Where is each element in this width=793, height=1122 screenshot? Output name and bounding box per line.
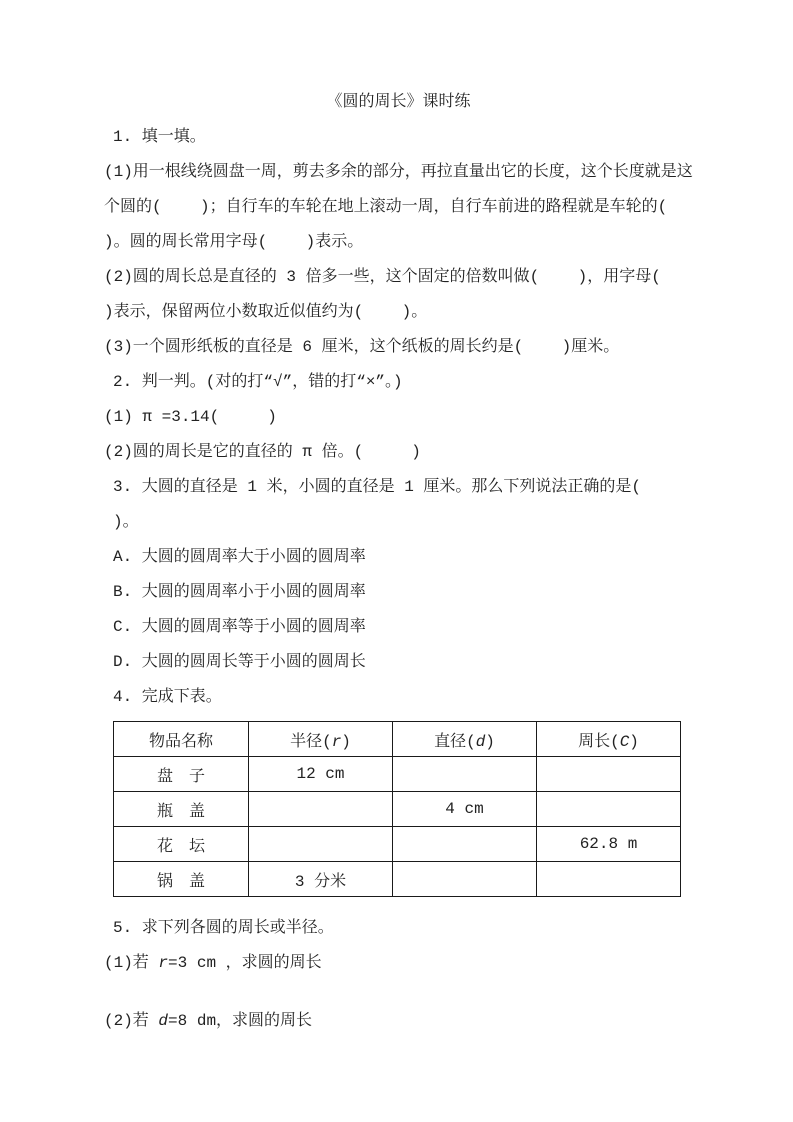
- header-text: 直径(: [434, 732, 476, 751]
- question-3-option-d: D. 大圆的圆周长等于小圆的圆周长: [113, 653, 366, 671]
- cell-radius: 3 分米: [249, 862, 393, 897]
- question-5-heading: 5. 求下列各圆的周长或半径。: [113, 919, 334, 937]
- cell-diameter: [393, 827, 537, 862]
- cell-item-name: 花 坛: [114, 827, 249, 862]
- table-header-radius: [249, 722, 393, 757]
- table-row: [114, 757, 681, 792]
- cell-diameter: 4 cm: [393, 792, 537, 827]
- cell-circumference: [537, 862, 681, 897]
- cell-circumference: [537, 757, 681, 792]
- table-row: [114, 792, 681, 827]
- header-variable: C: [619, 732, 630, 751]
- header-text: ): [485, 732, 495, 751]
- table-row: [114, 827, 681, 862]
- question-3-option-a: A. 大圆的圆周率大于小圆的圆周率: [113, 548, 366, 566]
- item-text: =3 cm ，求圆的周长: [168, 954, 322, 972]
- table-header-row: [114, 722, 681, 757]
- fill-in-table: [113, 721, 681, 897]
- cell-diameter: [393, 862, 537, 897]
- header-text: 物品名称: [148, 732, 213, 751]
- header-text: 半径(: [290, 732, 332, 751]
- table-header-diameter: [393, 722, 537, 757]
- question-1-heading: 1. 填一填。: [113, 128, 206, 146]
- cell-radius: 12 cm: [249, 757, 393, 792]
- question-2-item-1: (1) π =3.14( ): [104, 408, 277, 426]
- cell-circumference: 62.8 m: [537, 827, 681, 862]
- question-3-option-b: B. 大圆的圆周率小于小圆的圆周率: [113, 583, 366, 601]
- item-text: =8 dm，求圆的周长: [168, 1012, 313, 1030]
- header-variable: r: [331, 732, 342, 751]
- question-3-option-c: C. 大圆的圆周率等于小圆的圆周率: [113, 618, 366, 636]
- item-text: (1)若: [104, 954, 159, 972]
- question-5-item-2: [104, 1004, 693, 1039]
- cell-diameter: [393, 757, 537, 792]
- question-1-item-2: (2)圆的周长总是直径的 3 倍多一些，这个固定的倍数叫做( )，用字母( )表示，保留两位小数取近似值约为( )。: [104, 268, 700, 321]
- cell-radius: [249, 827, 393, 862]
- table-row: [114, 862, 681, 897]
- cell-item-name: 盘 子: [114, 757, 249, 792]
- question-4-heading: 4. 完成下表。: [113, 688, 222, 706]
- page-title: 《圆的周长》课时练: [326, 93, 471, 111]
- cell-item-name: 锅 盖: [114, 862, 249, 897]
- cell-radius: [249, 792, 393, 827]
- question-1-item-3: (3)一个圆形纸板的直径是 6 厘米，这个纸板的周长约是( )厘米。: [104, 338, 620, 356]
- header-text: ): [341, 732, 351, 751]
- header-text: ): [629, 732, 639, 751]
- item-text: (2)若: [104, 1012, 159, 1030]
- table-header-circumference: [537, 722, 681, 757]
- table-header-item-name: [114, 722, 249, 757]
- header-variable: d: [475, 732, 486, 751]
- item-variable: d: [158, 1012, 169, 1030]
- question-2-item-2: (2)圆的周长是它的直径的 π 倍。( ): [104, 443, 421, 461]
- question-5-item-1: [104, 946, 693, 981]
- question-2-heading: 2. 判一判。(对的打“√”，错的打“×”。): [113, 373, 403, 391]
- item-variable: r: [158, 954, 169, 972]
- question-1-item-1: (1)用一根线绕圆盘一周，剪去多余的部分，再拉直量出它的长度，这个长度就是这个圆的( )；自行车的车轮在地上滚动一周，自行车前进的路程就是车轮的( )。圆的周长常用字母( )表示。: [104, 163, 706, 251]
- cell-circumference: [537, 792, 681, 827]
- cell-item-name: 瓶 盖: [114, 792, 249, 827]
- question-3-heading: 3. 大圆的直径是 1 米，小圆的直径是 1 厘米。那么下列说法正确的是( )。: [113, 478, 680, 531]
- header-text: 周长(: [578, 732, 620, 751]
